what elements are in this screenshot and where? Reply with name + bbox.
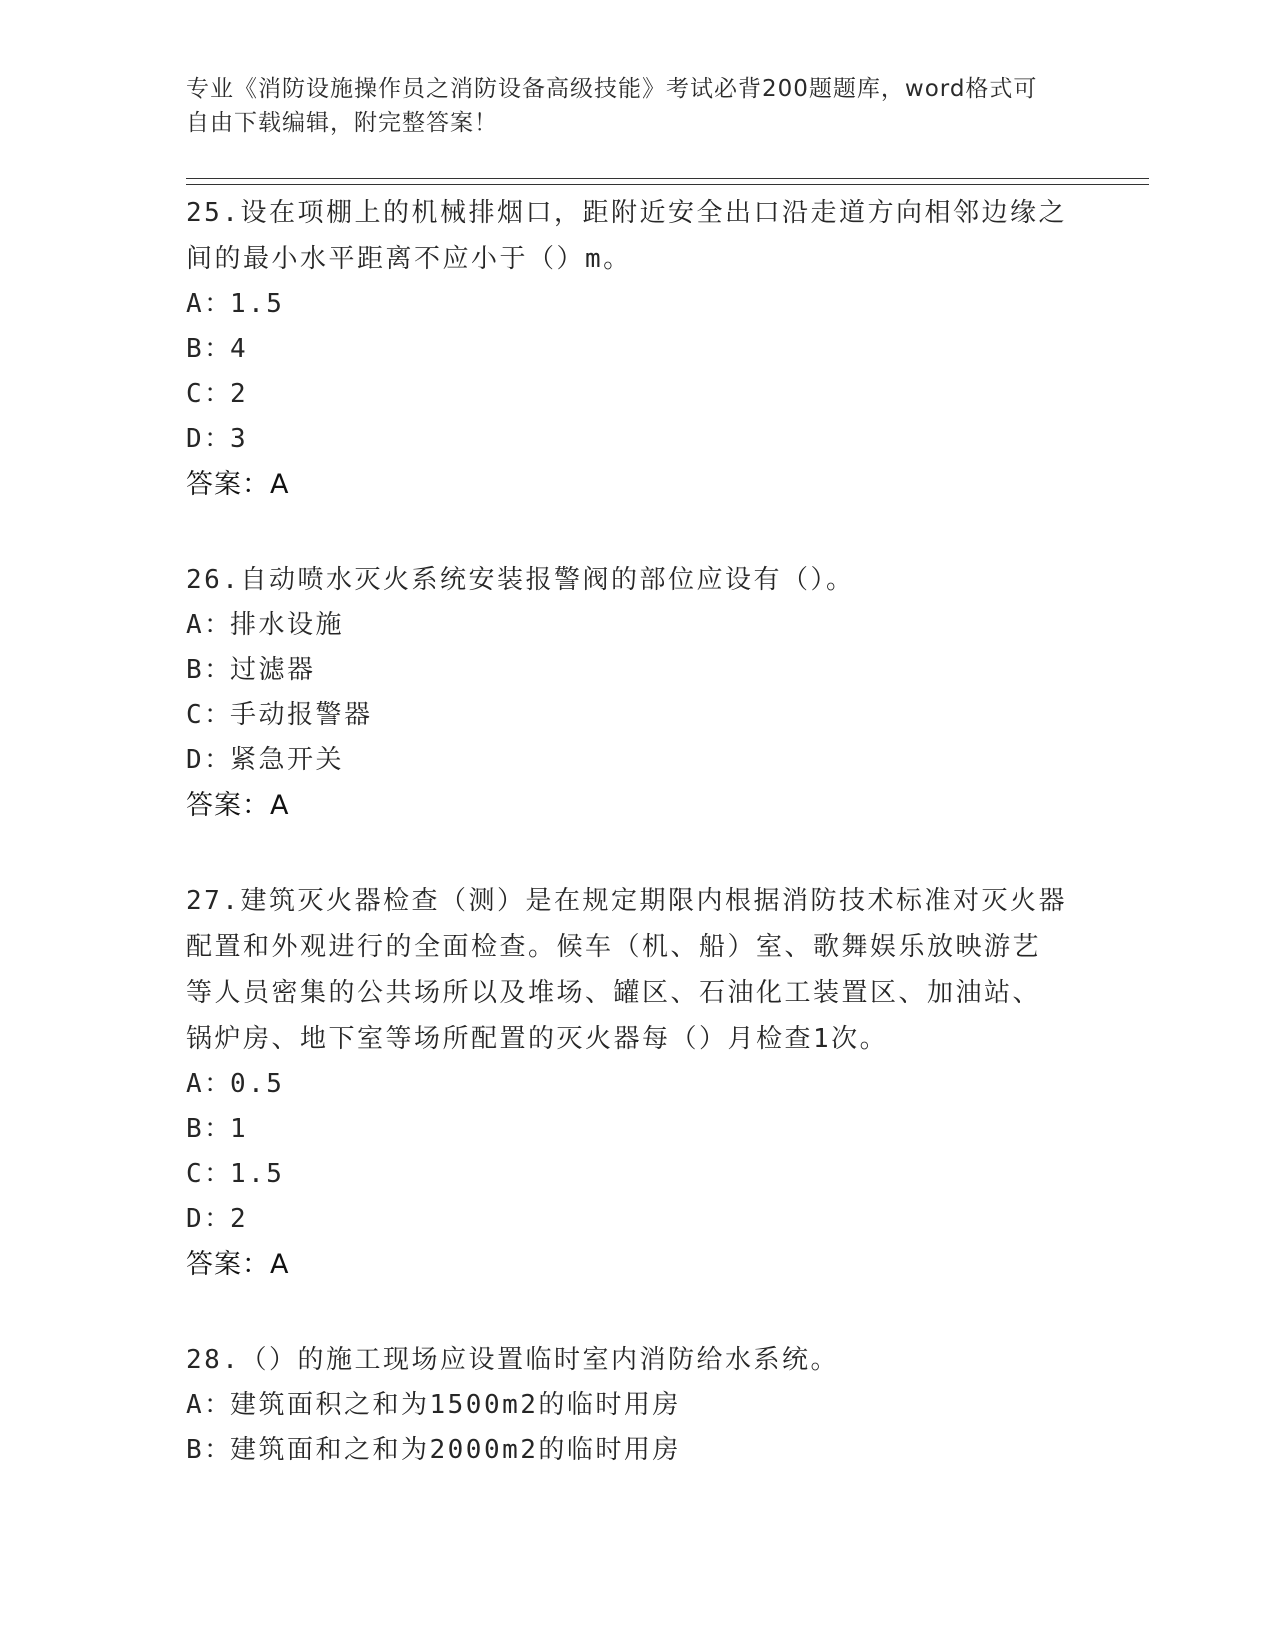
- option-c: [186, 1152, 1086, 1197]
- option-a: [186, 1383, 1086, 1428]
- option-value: 4: [230, 334, 249, 364]
- option-value: 过滤器: [230, 655, 316, 685]
- option-key: B：: [186, 1435, 233, 1465]
- option-value: 1.5: [230, 1159, 285, 1189]
- option-value: 排水设施: [230, 610, 345, 640]
- option-a: [186, 603, 1086, 648]
- option-value: 手动报警器: [230, 700, 373, 730]
- header-line-2: 自由下载编辑，附完整答案！: [186, 110, 498, 136]
- question-25: [186, 190, 1086, 507]
- option-d: [186, 738, 1086, 783]
- option-key: C：: [186, 1159, 233, 1189]
- header-rule-top: [186, 178, 1149, 179]
- option-a: [186, 1062, 1086, 1107]
- option-value: 紧急开关: [230, 745, 345, 775]
- option-value: 建筑面和之和为2000m2的临时用房: [230, 1435, 681, 1465]
- option-b: [186, 648, 1086, 693]
- option-key: B：: [186, 1114, 233, 1144]
- option-value: 2: [230, 1204, 249, 1234]
- option-key: D：: [186, 1204, 233, 1234]
- option-value: 1: [230, 1114, 249, 1144]
- question-28: [186, 1337, 1086, 1473]
- question-text-line: 配置和外观进行的全面检查。候车（机、船）室、歌舞娱乐放映游艺: [186, 932, 1042, 962]
- option-a: [186, 282, 1086, 327]
- header-rule-bottom: [186, 184, 1149, 185]
- option-value: 3: [230, 424, 249, 454]
- option-value: 2: [230, 379, 249, 409]
- question-text-line: 28.（）的施工现场应设置临时室内消防给水系统。: [186, 1345, 839, 1375]
- question-text: [186, 1337, 1086, 1383]
- option-value: 1.5: [230, 289, 285, 319]
- question-text: [186, 557, 1086, 603]
- option-b: [186, 1428, 1086, 1473]
- question-text: [186, 878, 1086, 1062]
- answer-line: 答案：A: [186, 1249, 290, 1280]
- option-key: B：: [186, 655, 233, 685]
- option-b: [186, 1107, 1086, 1152]
- question-text-line: 25.设在项棚上的机械排烟口，距附近安全出口沿走道方向相邻边缘之: [186, 198, 1067, 228]
- option-key: A：: [186, 1390, 233, 1420]
- option-b: [186, 327, 1086, 372]
- option-key: A：: [186, 289, 233, 319]
- option-d: [186, 417, 1086, 462]
- option-c: [186, 693, 1086, 738]
- option-d: [186, 1197, 1086, 1242]
- option-key: D：: [186, 745, 233, 775]
- question-text-line: 27.建筑灭火器检查（测）是在规定期限内根据消防技术标准对灭火器: [186, 886, 1067, 916]
- option-value: 建筑面积之和为1500m2的临时用房: [230, 1390, 681, 1420]
- question-text-line: 26.自动喷水灭火系统安装报警阀的部位应设有（）。: [186, 565, 855, 595]
- question-text-line: 等人员密集的公共场所以及堆场、罐区、石油化工装置区、加油站、: [186, 978, 1042, 1008]
- question-text-line: 锅炉房、地下室等场所配置的灭火器每（）月检查1次。: [186, 1024, 889, 1054]
- answer-line: 答案：A: [186, 469, 290, 500]
- question-text-line: 间的最小水平距离不应小于（）m。: [186, 244, 632, 274]
- option-c: [186, 372, 1086, 417]
- option-value: 0.5: [230, 1069, 285, 1099]
- question-list: [186, 190, 1086, 1523]
- option-key: C：: [186, 700, 233, 730]
- document-header: [186, 72, 1086, 140]
- question-27: [186, 878, 1086, 1287]
- header-line-1: 专业《消防设施操作员之消防设备高级技能》考试必背200题题库，word格式可: [186, 76, 1038, 102]
- option-key: B：: [186, 334, 233, 364]
- option-key: A：: [186, 610, 233, 640]
- option-key: C：: [186, 379, 233, 409]
- question-26: [186, 557, 1086, 828]
- option-key: D：: [186, 424, 233, 454]
- question-text: [186, 190, 1086, 282]
- answer-line: 答案：A: [186, 790, 290, 821]
- option-key: A：: [186, 1069, 233, 1099]
